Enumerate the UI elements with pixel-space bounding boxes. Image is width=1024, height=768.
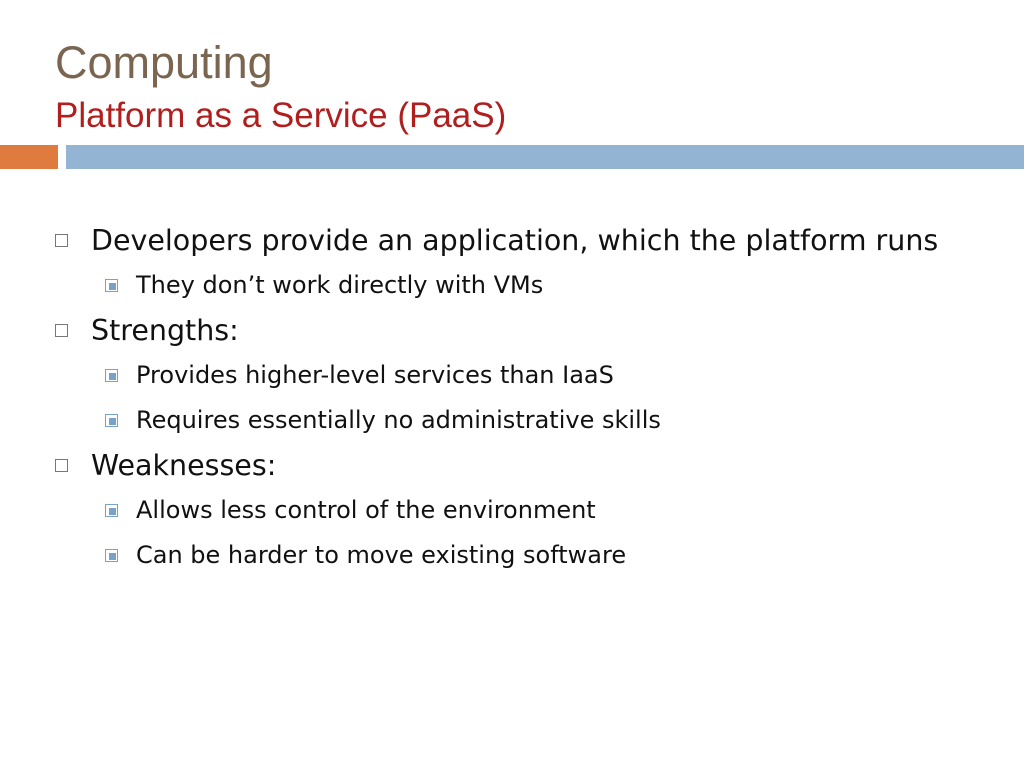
bullet-item — [55, 221, 955, 304]
bullet-text: Weaknesses: — [91, 449, 277, 482]
divider-bar — [66, 145, 1024, 169]
bullet-item — [55, 446, 955, 574]
sub-bullet-item — [100, 491, 955, 529]
sub-bullet-text: Can be harder to move existing software — [136, 541, 627, 569]
square-bullet-icon — [105, 414, 118, 427]
divider-accent-bar — [0, 145, 58, 169]
sub-bullet-text: Provides higher-level services than IaaS — [136, 361, 614, 389]
title-main: Computing — [55, 37, 273, 88]
bullet-list — [55, 221, 955, 581]
sub-bullet-item — [100, 536, 955, 574]
hollow-square-bullet-icon — [55, 324, 68, 337]
bullet-text: Strengths: — [91, 314, 239, 347]
square-bullet-icon — [105, 369, 118, 382]
sub-bullet-item — [100, 266, 955, 304]
square-bullet-icon — [105, 549, 118, 562]
bullet-text: Developers provide an application, which the platform runs — [91, 224, 939, 257]
hollow-square-bullet-icon — [55, 234, 68, 247]
sub-bullet-item — [100, 356, 955, 394]
sub-bullet-text: Requires essentially no administrative skills — [136, 406, 661, 434]
bullet-item — [55, 311, 955, 439]
hollow-square-bullet-icon — [55, 459, 68, 472]
sub-bullet-item — [100, 401, 955, 439]
square-bullet-icon — [105, 279, 118, 292]
slide-title — [55, 36, 506, 137]
sub-bullet-text: They don’t work directly with VMs — [136, 271, 544, 299]
sub-bullet-text: Allows less control of the environment — [136, 496, 596, 524]
title-subtitle: Platform as a Service (PaaS) — [55, 96, 507, 135]
square-bullet-icon — [105, 504, 118, 517]
sub-bullet-list — [91, 491, 955, 574]
sub-bullet-list — [91, 266, 955, 304]
sub-bullet-list — [91, 356, 955, 439]
